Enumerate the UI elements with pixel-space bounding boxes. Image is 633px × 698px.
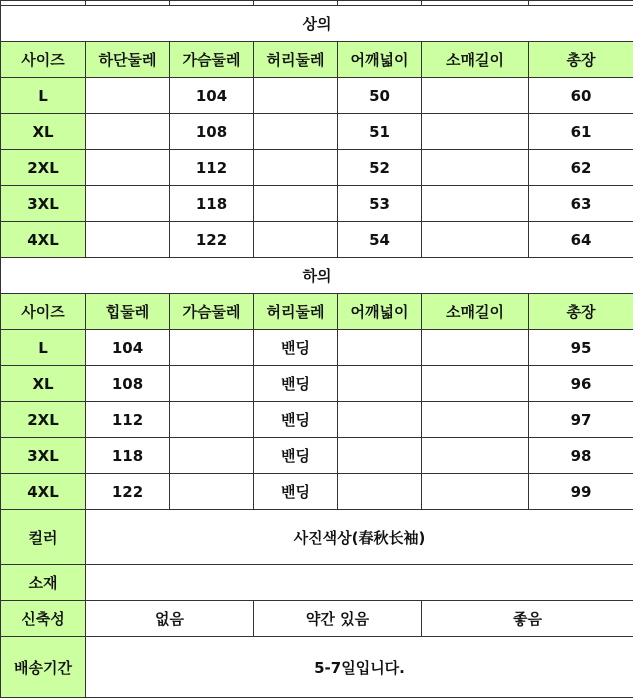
bottom-measure-cell: 122 xyxy=(86,474,170,510)
bottom-measure-cell xyxy=(170,402,254,438)
top-measure-cell xyxy=(254,150,338,186)
top-measure-cell: 118 xyxy=(170,186,254,222)
bottom-measure-cell xyxy=(338,438,422,474)
bottom-header-cell: 힙둘레 xyxy=(86,294,170,330)
top-measure-cell: 122 xyxy=(170,222,254,258)
top-header-row xyxy=(1,42,633,78)
top-measure-cell: 50 xyxy=(338,78,422,114)
top-measure-cell xyxy=(254,222,338,258)
bottom-measure-cell: 밴딩 xyxy=(254,438,338,474)
top-header-cell: 하단둘레 xyxy=(86,42,170,78)
bottom-measure-cell: 96 xyxy=(529,366,633,402)
top-header-cell: 가슴둘레 xyxy=(170,42,254,78)
top-size-label: L xyxy=(1,78,86,114)
bottom-measure-cell: 104 xyxy=(86,330,170,366)
bottom-measure-cell xyxy=(338,330,422,366)
stretch-row xyxy=(1,601,633,637)
bottom-measure-cell: 112 xyxy=(86,402,170,438)
top-measure-cell xyxy=(422,78,529,114)
bottom-measure-cell xyxy=(338,366,422,402)
bottom-size-label: 4XL xyxy=(1,474,86,510)
top-header-cell: 총장 xyxy=(529,42,633,78)
top-table-row xyxy=(1,150,633,186)
bottom-header-cell: 가슴둘레 xyxy=(170,294,254,330)
bottom-measure-cell: 밴딩 xyxy=(254,402,338,438)
bottom-table-row xyxy=(1,330,633,366)
stretch-option-slight: 약간 있음 xyxy=(254,601,422,637)
bottom-measure-cell xyxy=(422,366,529,402)
bottom-header-cell: 사이즈 xyxy=(1,294,86,330)
top-measure-cell xyxy=(254,186,338,222)
shipping-value: 5-7일입니다. xyxy=(86,637,633,698)
bottom-measure-cell: 밴딩 xyxy=(254,366,338,402)
top-table-row xyxy=(1,186,633,222)
bottom-size-label: XL xyxy=(1,366,86,402)
top-measure-cell xyxy=(422,150,529,186)
top-header-cell: 소매길이 xyxy=(422,42,529,78)
top-size-label: 4XL xyxy=(1,222,86,258)
top-measure-cell: 64 xyxy=(529,222,633,258)
bottom-measure-cell: 97 xyxy=(529,402,633,438)
top-measure-cell xyxy=(422,222,529,258)
top-section-title: 상의 xyxy=(1,6,633,42)
material-value xyxy=(86,565,633,601)
top-measure-cell: 60 xyxy=(529,78,633,114)
bottom-table-row xyxy=(1,366,633,402)
bottom-measure-cell xyxy=(170,366,254,402)
stretch-option-good: 좋음 xyxy=(422,601,633,637)
stretch-label: 신축성 xyxy=(1,601,86,637)
bottom-measure-cell: 99 xyxy=(529,474,633,510)
shipping-row xyxy=(1,637,633,698)
top-measure-cell xyxy=(254,78,338,114)
bottom-section-title-row xyxy=(1,258,633,294)
bottom-measure-cell: 98 xyxy=(529,438,633,474)
bottom-size-label: L xyxy=(1,330,86,366)
top-measure-cell xyxy=(254,114,338,150)
top-measure-cell xyxy=(422,114,529,150)
top-measure-cell xyxy=(86,114,170,150)
bottom-header-row xyxy=(1,294,633,330)
bottom-table-row xyxy=(1,474,633,510)
bottom-header-cell: 허리둘레 xyxy=(254,294,338,330)
bottom-measure-cell: 108 xyxy=(86,366,170,402)
bottom-header-cell: 소매길이 xyxy=(422,294,529,330)
top-section-title-row xyxy=(1,6,633,42)
top-measure-cell: 54 xyxy=(338,222,422,258)
bottom-size-label: 3XL xyxy=(1,438,86,474)
top-measure-cell xyxy=(86,78,170,114)
top-header-cell: 사이즈 xyxy=(1,42,86,78)
top-measure-cell: 61 xyxy=(529,114,633,150)
bottom-measure-cell: 118 xyxy=(86,438,170,474)
top-measure-cell: 62 xyxy=(529,150,633,186)
bottom-section-title: 하의 xyxy=(1,258,633,294)
color-row xyxy=(1,510,633,565)
top-measure-cell: 52 xyxy=(338,150,422,186)
top-size-label: XL xyxy=(1,114,86,150)
bottom-measure-cell xyxy=(422,438,529,474)
top-table-row xyxy=(1,222,633,258)
bottom-header-cell: 총장 xyxy=(529,294,633,330)
material-row xyxy=(1,565,633,601)
top-measure-cell: 63 xyxy=(529,186,633,222)
top-measure-cell xyxy=(86,186,170,222)
size-chart-body xyxy=(1,1,633,698)
top-measure-cell: 104 xyxy=(170,78,254,114)
top-measure-cell: 51 xyxy=(338,114,422,150)
bottom-measure-cell xyxy=(170,330,254,366)
bottom-header-cell: 어깨넓이 xyxy=(338,294,422,330)
bottom-measure-cell: 95 xyxy=(529,330,633,366)
bottom-table-row xyxy=(1,438,633,474)
bottom-measure-cell xyxy=(170,474,254,510)
bottom-measure-cell xyxy=(422,402,529,438)
bottom-measure-cell xyxy=(338,474,422,510)
bottom-measure-cell: 밴딩 xyxy=(254,330,338,366)
stretch-option-none: 없음 xyxy=(86,601,254,637)
top-measure-cell: 112 xyxy=(170,150,254,186)
top-size-label: 2XL xyxy=(1,150,86,186)
color-label: 컬러 xyxy=(1,510,86,565)
bottom-measure-cell xyxy=(422,330,529,366)
top-header-cell: 허리둘레 xyxy=(254,42,338,78)
bottom-measure-cell xyxy=(422,474,529,510)
top-measure-cell xyxy=(422,186,529,222)
bottom-measure-cell: 밴딩 xyxy=(254,474,338,510)
bottom-measure-cell xyxy=(170,438,254,474)
bottom-measure-cell xyxy=(338,402,422,438)
top-measure-cell: 108 xyxy=(170,114,254,150)
top-measure-cell xyxy=(86,222,170,258)
top-table-row xyxy=(1,114,633,150)
top-table-row xyxy=(1,78,633,114)
color-value: 사진색상(春秋长袖) xyxy=(86,510,633,565)
top-measure-cell: 53 xyxy=(338,186,422,222)
bottom-size-label: 2XL xyxy=(1,402,86,438)
material-label: 소재 xyxy=(1,565,86,601)
bottom-table-row xyxy=(1,402,633,438)
top-size-label: 3XL xyxy=(1,186,86,222)
top-measure-cell xyxy=(86,150,170,186)
top-header-cell: 어깨넓이 xyxy=(338,42,422,78)
shipping-label: 배송기간 xyxy=(1,637,86,698)
